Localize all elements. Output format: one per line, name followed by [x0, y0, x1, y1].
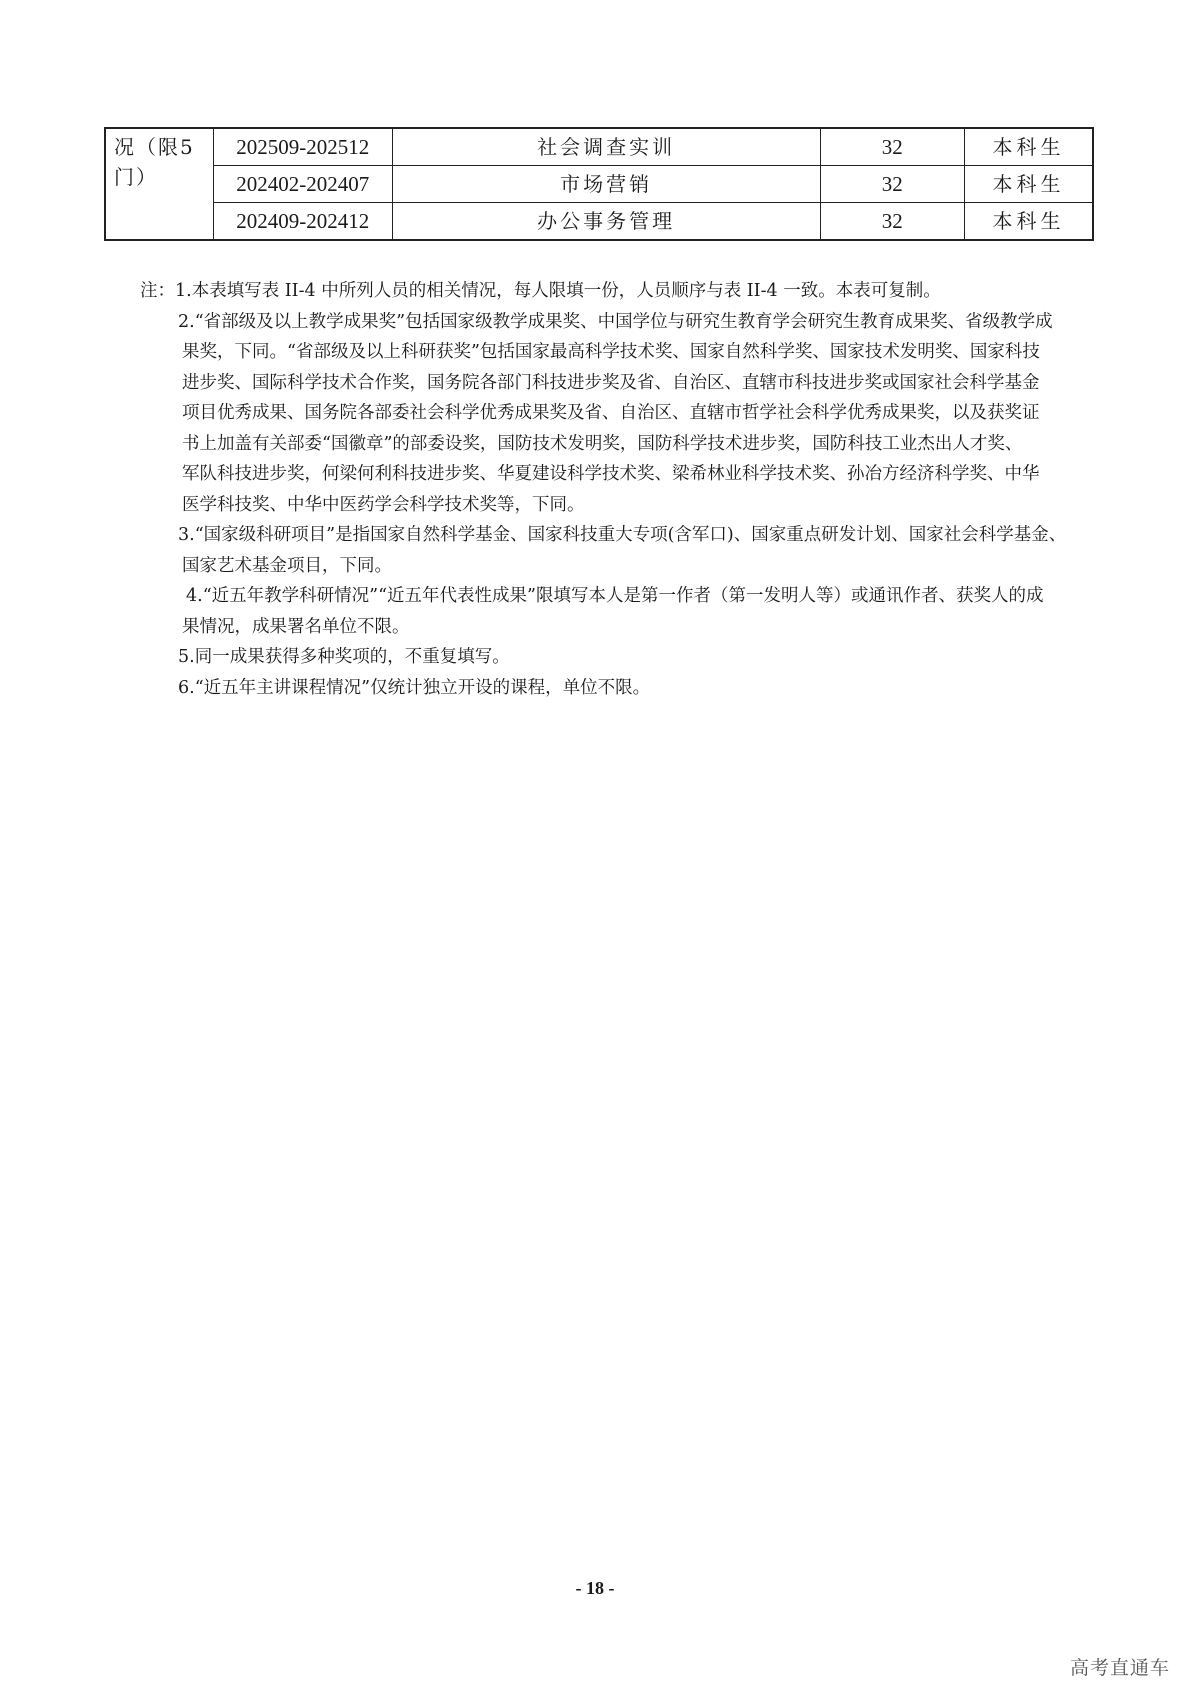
- note-2-line: 军队科技进步奖，何梁何利科技进步奖、华夏建设科学技术奖、梁希林业科学技术奖、孙冶方经济科学奖、中华: [182, 464, 1040, 484]
- page-number: - 18 -: [575, 1578, 615, 1598]
- section-label-line2: 门）: [114, 165, 158, 189]
- note-3-line: 3.“国家级科研项目”是指国家自然科学基金、国家科技重大专项(含军口)、国家重点研发计划、国家社会科学基金、: [178, 525, 1067, 545]
- course-cell: 办公事务管理: [392, 203, 820, 241]
- course-cell: 市场营销: [392, 166, 820, 203]
- note-6: 6.“近五年主讲课程情况”仅统计独立开设的课程，单位不限。: [178, 677, 651, 698]
- note-2-line: 项目优秀成果、国务院各部委社会科学优秀成果奖及省、自治区、直辖市哲学社会科学优秀成果奖，以及获奖证: [182, 403, 1040, 423]
- hours-cell: 32: [820, 128, 965, 166]
- note-2-line: 2.“省部级及以上教学成果奖”包括国家级教学成果奖、中国学位与研究生教育学会研究生教育成果奖、省级教学成: [178, 311, 1053, 332]
- watermark-text: 高考直通车: [1069, 1657, 1170, 1679]
- note-2-line: 进步奖、国际科学技术合作奖，国务院各部门科技进步奖及省、自治区、直辖市科技进步奖或国家社会科学基金: [182, 372, 1040, 393]
- target-cell: 本科生: [965, 128, 1093, 166]
- course-table: [104, 127, 1094, 241]
- target-cell: 本科生: [965, 203, 1093, 241]
- note-2-line: 书上加盖有关部委“国徽章”的部委设奖，国防技术发明奖，国防科学技术进步奖，国防科技工业杰出人才奖、: [182, 433, 1023, 454]
- note-2-line: 果奖，下同。“省部级及以上科研获奖”包括国家最高科学技术奖、国家自然科学奖、国家技术发明奖、国家科技: [182, 342, 1040, 362]
- table-row: [105, 128, 1093, 166]
- hours-cell: 32: [820, 166, 965, 203]
- note-4-line: 果情况，成果署名单位不限。: [182, 616, 410, 637]
- note-3-line: 国家艺术基金项目，下同。: [182, 555, 392, 576]
- note-4-line: 4.“近五年教学科研情况”“近五年代表性成果”限填写本人是第一作者（第一发明人等）或通讯作者、获奖人的成: [186, 586, 1044, 606]
- section-label-cell: [105, 128, 213, 240]
- section-label-line1: 况（限5: [114, 135, 195, 159]
- note-5: 5.同一成果获得多种奖项的，不重复填写。: [178, 647, 510, 667]
- target-cell: 本科生: [965, 166, 1093, 203]
- hours-cell: 32: [820, 203, 965, 241]
- period-cell: 202402-202407: [213, 166, 392, 203]
- course-cell: 社会调查实训: [392, 128, 820, 166]
- table-row: [105, 203, 1093, 241]
- period-cell: 202509-202512: [213, 128, 392, 166]
- table-row: [105, 166, 1093, 203]
- period-cell: 202409-202412: [213, 203, 392, 241]
- notes-section: [140, 276, 1090, 703]
- note-2-line: 医学科技奖、中华中医药学会科学技术奖等，下同。: [182, 494, 585, 515]
- note-1: 注：1.本表填写表 II-4 中所列人员的相关情况，每人限填一份，人员顺序与表 II-4 一致。本表可复制。: [140, 281, 941, 301]
